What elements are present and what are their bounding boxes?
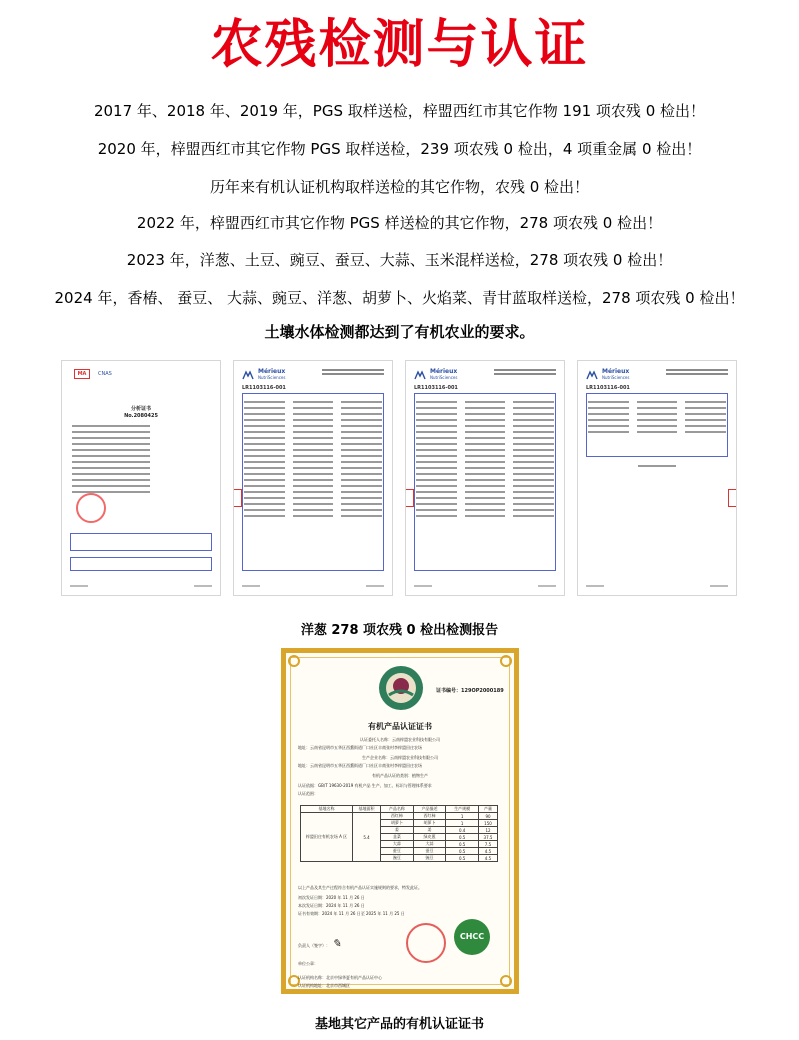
base-area-cell: 5.4 [353, 813, 381, 862]
certificate-basis: 认证依据：GB/T 19630-2019 有机产品 生产、加工、标识与管理体系要求 [298, 783, 432, 788]
certificate-scope-table [300, 805, 498, 862]
report-footer [70, 585, 212, 589]
report-footer [586, 585, 728, 589]
validity-period: 证书有效期：2024 年 11 月 26 日至 2025 年 11 月 25 日 [298, 911, 405, 916]
table-header-cell: 基地面积 [353, 806, 381, 813]
first-issue-date: 初次发证日期：2020 年 11 月 26 日 [298, 895, 365, 900]
certificate-address-1: 地址：云南省昆明市五华区西翥街道厂口社区丰商张村李梓盟田庄农场 [298, 745, 422, 750]
report-caption: 洋葱 278 项农残 0 检出检测报告 [300, 623, 499, 638]
table-header-cell: 产品名称 [381, 806, 414, 813]
table-cell: 豌豆 [413, 855, 446, 862]
signature-icon: ✎ [332, 937, 342, 950]
merieux-logo-icon [242, 370, 254, 380]
report-doc-number: LR1103116-001 [414, 385, 458, 391]
analysis-certificate-title: 分析证书 [130, 406, 151, 412]
table-header-row [301, 806, 498, 813]
report-rows [588, 401, 726, 437]
seam-seal-icon [233, 489, 242, 507]
table-cell: 1 [446, 813, 479, 820]
seam-seal-icon [405, 489, 414, 507]
brand-subtitle: NutriSciences [602, 375, 630, 380]
result-line-history: 历年来有机认证机构取样送检的其它作物，农残 0 检出！ [209, 178, 590, 196]
this-issue-date: 本次发证日期：2024 年 11 月 26 日 [298, 903, 365, 908]
certificate-client: 认证委托人名称：云南梓盟农业科技有限公司 [360, 737, 440, 742]
certificate-scope: 认证范围： [298, 791, 318, 796]
report-end-mark [638, 465, 676, 471]
report-footer [242, 585, 384, 589]
report-doc-number: LR1103116-001 [242, 385, 286, 391]
certificate-caption: 基地其它产品的有机认证证书 [314, 1017, 484, 1032]
table-cell: 姜 [381, 827, 414, 834]
seal-label: 单位公章： [298, 961, 318, 966]
report-rows [416, 401, 554, 521]
table-cell: 大蒜 [413, 841, 446, 848]
page-title: 农残检测与认证 [210, 14, 589, 75]
brand-subtitle: NutriSciences [430, 375, 458, 380]
brand-name: Mérieux [430, 368, 458, 375]
result-line-2017: 2017 年、2018 年、2019 年，PGS 取样送检，梓盟西红市其它作物 191 项农残 0 检出！ [93, 102, 706, 120]
certificate-address-2: 地址：云南省昆明市五华区西翥街道厂口社区丰商张村李梓盟田庄农场 [298, 763, 422, 768]
table-cell: 韭菜 [381, 834, 414, 841]
table-cell: 0.5 [446, 855, 479, 862]
report-doc-number: LR1103116-001 [586, 385, 630, 391]
report-footer [414, 585, 556, 589]
table-cell: 豌豆 [381, 855, 414, 862]
result-line-2022: 2022 年，梓盟西红市其它作物 PGS 样送检的其它作物，278 项农残 0 检出！ [136, 214, 663, 232]
table-cell: 西红柿 [381, 813, 414, 820]
table-cell: 150 [478, 820, 497, 827]
result-line-2024: 2024 年，香椿、 蚕豆、 大蒜、豌豆、洋葱、胡萝卜、火焰菜、青甘蓝取样送检，278 项农残 0 检出！ [54, 289, 745, 307]
table-cell: 1 [446, 820, 479, 827]
table-cell: 4.5 [478, 848, 497, 855]
corner-ornament-icon [500, 655, 512, 667]
brand-name: Mérieux [602, 368, 630, 375]
merieux-logo-icon [586, 370, 598, 380]
certificate-title: 有机产品认证证书 [368, 722, 432, 731]
official-seal-icon [406, 923, 446, 963]
table-cell: 大蒜 [381, 841, 414, 848]
table-cell: 12 [478, 827, 497, 834]
certificate-note: 以上产品及其生产过程符合有机产品认证实施规则的要求，特发此证。 [298, 885, 422, 890]
table-header-cell: 产量 [478, 806, 497, 813]
table-cell: 蚕豆 [381, 848, 414, 855]
analysis-certificate-number: No.2080425 [124, 413, 158, 419]
seam-seal-icon [728, 489, 737, 507]
report-text-block [72, 425, 150, 497]
brand-subtitle: NutriSciences [258, 375, 286, 380]
table-cell: 胡萝卜 [381, 820, 414, 827]
table-header-cell: 基地名称 [301, 806, 353, 813]
table-cell: 蚕豆 [413, 848, 446, 855]
table-cell: 0.4 [446, 827, 479, 834]
organic-emblem-icon [378, 665, 424, 711]
table-row [301, 813, 498, 820]
result-line-2023: 2023 年，洋葱、土豆、豌豆、蚕豆、大蒜、玉米混样送检，278 项农残 0 检出！ [126, 251, 673, 269]
certifier-name: 认证机构名称：北京中绿华夏有机产品认证中心 [298, 975, 382, 980]
report-image-1 [61, 360, 221, 596]
table-cell: 胡萝卜 [413, 820, 446, 827]
cnas-logo: CNAS [98, 371, 112, 377]
certificate-number: 证书编号：129OP2000189 [436, 688, 504, 694]
result-line-soil: 土壤水体检测都达到了有机农业的要求。 [264, 323, 535, 341]
merieux-logo-icon [414, 370, 426, 380]
table-cell: 90 [478, 813, 497, 820]
report-image-3 [405, 360, 565, 596]
table-cell: 姜 [413, 827, 446, 834]
report-image-2 [233, 360, 393, 596]
table-cell: 绿皮葱 [413, 834, 446, 841]
brand-name: Mérieux [258, 368, 286, 375]
signer-label: 负责人（签字）： [298, 943, 330, 948]
table-cell: 37.5 [478, 834, 497, 841]
table-cell: 4.5 [478, 855, 497, 862]
certifier-address: 认证机构地址：北京市西城区 [298, 983, 350, 988]
table-header-cell: 产品描述 [413, 806, 446, 813]
table-cell: 西红柿 [413, 813, 446, 820]
table-cell: 7.5 [478, 841, 497, 848]
table-cell: 0.5 [446, 834, 479, 841]
report-image-4 [577, 360, 737, 596]
result-line-2020: 2020 年，梓盟西红市其它作物 PGS 取样送检，239 项农残 0 检出，4 项重金属 0 检出！ [97, 140, 702, 158]
corner-ornament-icon [288, 655, 300, 667]
chcc-logo: CHCC [454, 919, 490, 955]
report-table [70, 557, 212, 571]
seal-icon [76, 493, 106, 523]
table-cell: 0.5 [446, 848, 479, 855]
certificate-category: 有机产品认证的类别：植物生产 [372, 773, 428, 778]
report-table [70, 533, 212, 551]
report-rows [244, 401, 382, 521]
table-cell: 0.5 [446, 841, 479, 848]
organic-certificate-image [281, 648, 519, 994]
certificate-producer: 生产企业名称：云南梓盟农业科技有限公司 [362, 755, 438, 760]
base-name-cell: 梓盟田庄有机农场 A 区 [301, 813, 353, 862]
cma-logo: MA [74, 369, 90, 379]
table-header-cell: 生产规模 [446, 806, 479, 813]
